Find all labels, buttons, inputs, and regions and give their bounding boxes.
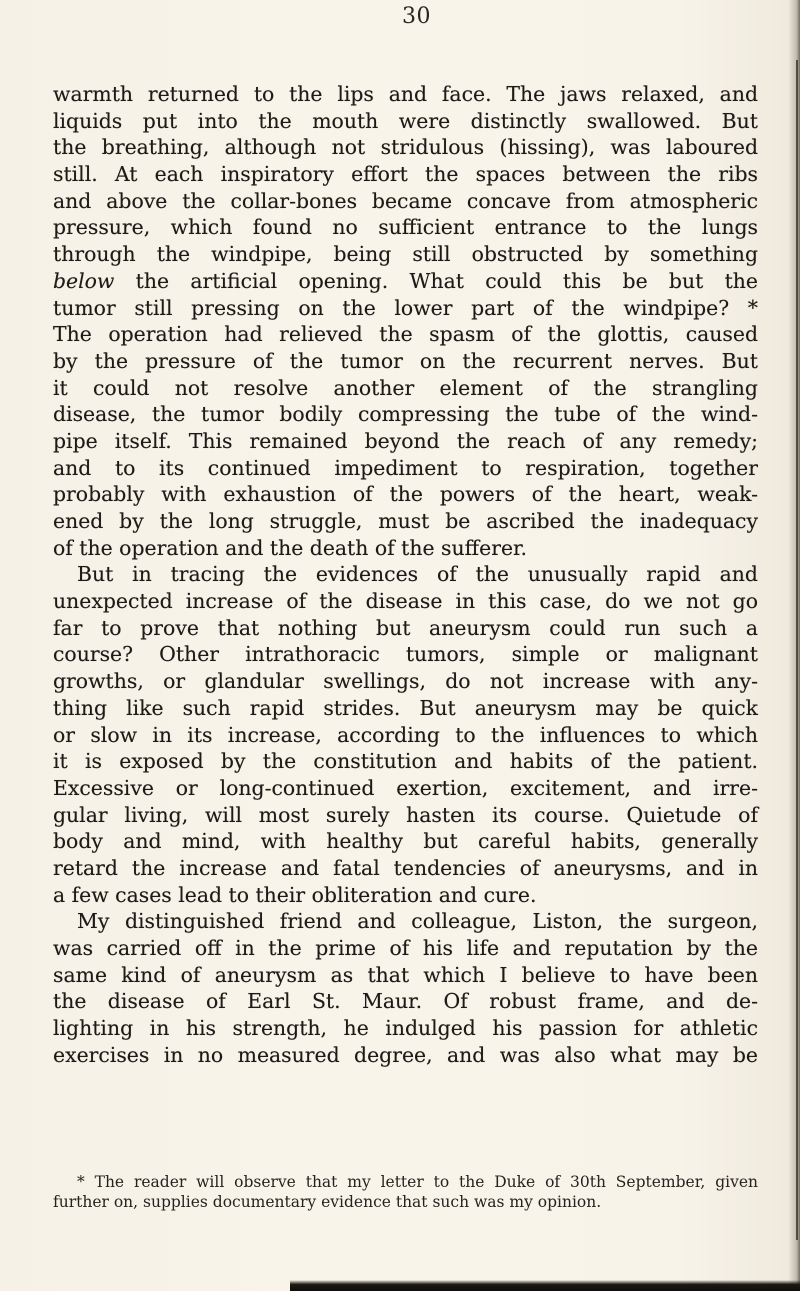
text-line: or slow in its increase, according to the influences to which — [53, 722, 758, 747]
text-line: still. At each inspiratory effort the spaces between the ribs — [53, 162, 758, 187]
text-line: the breathing, although not stridulous (hissing), was laboured — [53, 135, 758, 160]
text-line: it could not resolve another element of the strangling — [53, 375, 758, 400]
footnote — [53, 1172, 758, 1212]
text-line: and to its continued impediment to respiration, together — [53, 455, 758, 480]
text-line: ened by the long struggle, must be ascribed the inadequacy — [53, 509, 758, 533]
text-line: disease, the tumor bodily compressing the tube of the wind- — [53, 402, 758, 427]
body-text — [53, 81, 758, 1068]
text-line: unexpected increase of the disease in this case, do we not go — [53, 589, 758, 614]
text-line: The operation had relieved the spasm of the glottis, caused — [53, 322, 758, 347]
text-line: Excessive or long-continued exertion, excitement, and irre- — [53, 775, 758, 800]
text-line: lighting in his strength, he indulged his passion for athletic — [53, 1016, 758, 1041]
text-line: But in tracing the evidences of the unusually rapid and — [77, 562, 758, 587]
text-line: body and mind, with healthy but careful habits, generally — [53, 829, 758, 854]
text-line: liquids put into the mouth were distinctly swallowed. But — [53, 108, 758, 133]
text-line: thing like such rapid strides. But aneurysm may be quick — [53, 695, 758, 720]
text-line: pipe itself. This remained beyond the reach of any remedy; — [53, 428, 758, 453]
page-bottom-edge — [290, 1280, 800, 1291]
italic-word: below — [53, 268, 115, 293]
text-line: far to prove that nothing but aneurysm could run such a — [53, 615, 758, 640]
text-line: and above the collar-bones became concave from atmospheric — [53, 188, 758, 213]
page-edge-shadow — [788, 0, 800, 1291]
text-line: through the windpipe, being still obstructed by something — [53, 242, 758, 267]
page-number: 30 — [402, 4, 431, 29]
text-line: tumor still pressing on the lower part of the windpipe? * — [53, 295, 758, 320]
text-line: probably with exhaustion of the powers of the heart, weak- — [53, 482, 758, 507]
text-line: course? Other intrathoracic tumors, simple or malignant — [53, 642, 758, 667]
text-line: exercises in no measured degree, and was also what may be — [53, 1042, 758, 1067]
text-line: was carried off in the prime of his life and reputation by the — [53, 936, 758, 960]
text-line: it is exposed by the constitution and habits of the patient. — [53, 749, 758, 774]
footnote-line: * The reader will observe that my letter to the Duke of 30th September, given — [77, 1173, 758, 1191]
text-line: warmth returned to the lips and face. The jaws relaxed, and — [53, 82, 758, 106]
text-line: the disease of Earl St. Maur. Of robust frame, and de- — [53, 989, 758, 1014]
text-line: of the operation and the death of the sufferer. — [53, 535, 528, 560]
text-line: gular living, will most surely hasten its course. Quietude of — [53, 802, 758, 827]
text-line: growths, or glandular swellings, do not increase with any- — [53, 669, 758, 694]
text-line: a few cases lead to their obliteration and cure. — [53, 882, 537, 907]
text-line-with-italic — [53, 268, 758, 295]
footnote-line: further on, supplies documentary evidence that such was my opinion. — [53, 1193, 602, 1211]
text-line-rest: the artificial opening. What could this be but the — [114, 268, 758, 293]
text-line: pressure, which found no sufficient entrance to the lungs — [53, 215, 758, 240]
text-line: same kind of aneurysm as that which I believe to have been — [53, 962, 758, 987]
text-line: retard the increase and fatal tendencies of aneurysms, and in — [53, 855, 758, 880]
text-line: by the pressure of the tumor on the recurrent nerves. But — [53, 348, 758, 373]
text-line: My distinguished friend and colleague, Liston, the surgeon, — [77, 909, 758, 934]
